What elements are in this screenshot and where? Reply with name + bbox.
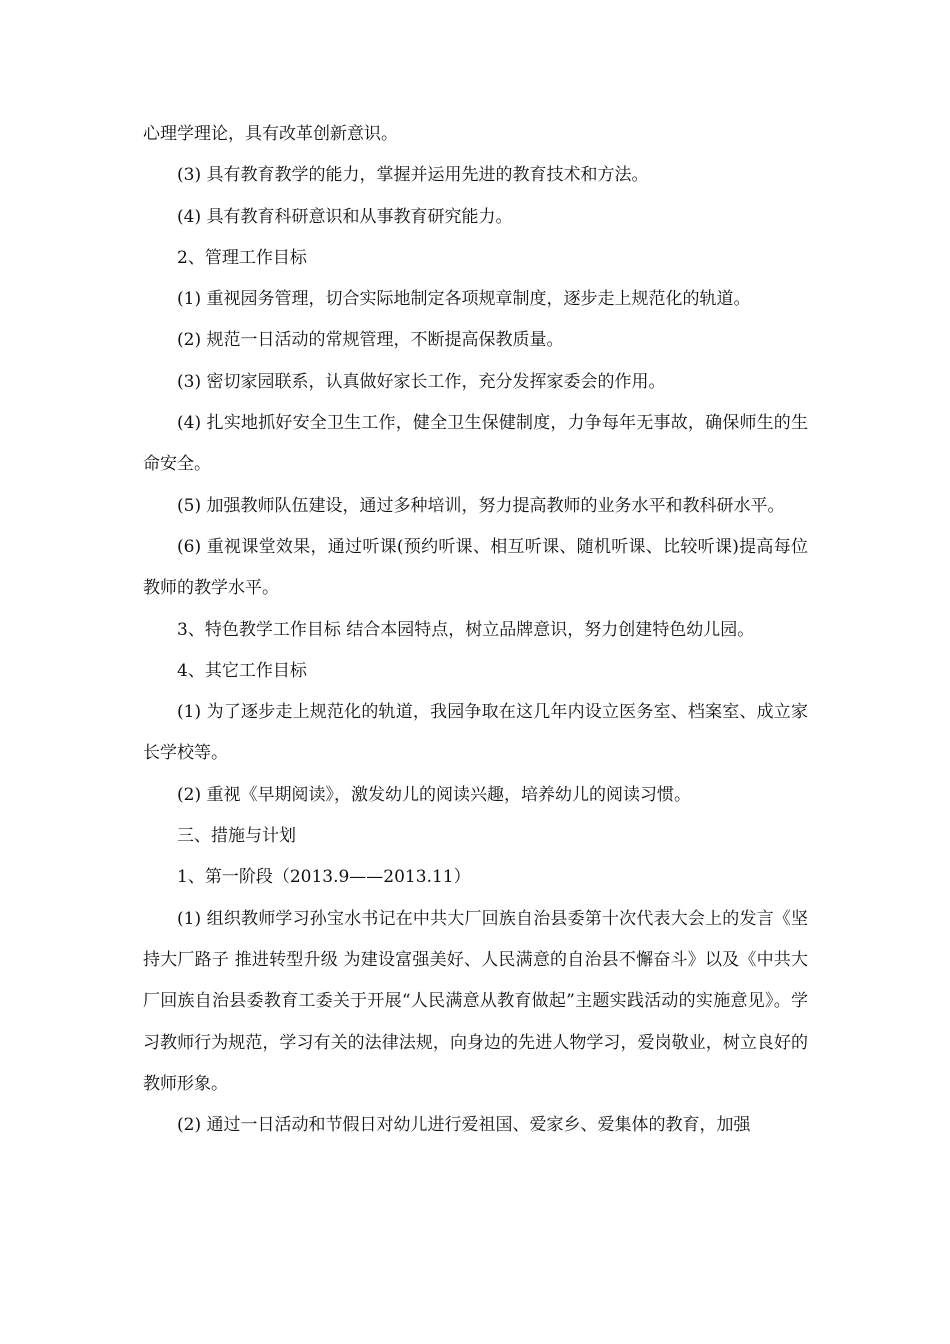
section-heading-management-goals: 2、管理工作目标	[177, 247, 307, 268]
paragraph-8: (4) 扎实地抓好安全卫生工作，健全卫生保健制度，力争每年无事故，确保师生的生命安全。	[143, 413, 808, 475]
paragraph-18: (2) 通过一日活动和节假日对幼儿进行爱祖国、爱家乡、爱集体的教育，加强	[177, 1115, 751, 1136]
paragraph-6: (2) 规范一日活动的常规管理，不断提高保教质量。	[177, 330, 564, 351]
paragraph-7: (3) 密切家园联系，认真做好家长工作，充分发挥家委会的作用。	[177, 371, 666, 392]
section-heading-measures: 三、措施与计划	[177, 826, 296, 847]
paragraph-13: (1) 为了逐步走上规范化的轨道，我园争取在这几年内设立医务室、档案室、成立家长学校等。	[143, 702, 808, 764]
paragraph-9: (5) 加强教师队伍建设，通过多种培训，努力提高教师的业务水平和教科研水平。	[177, 495, 785, 516]
section-heading-other-goals: 4、其它工作目标	[177, 660, 307, 681]
paragraph-5: (1) 重视园务管理，切合实际地制定各项规章制度，逐步走上规范化的轨道。	[177, 289, 751, 310]
paragraph-3: (4) 具有教育科研意识和从事教育研究能力。	[177, 206, 513, 227]
section-heading-stage-one: 1、第一阶段（2013.9——2013.11）	[177, 867, 471, 888]
paragraph-17: (1) 组织教师学习孙宝水书记在中共大厂回族自治县委第十次代表大会上的发言《坚持大厂路子 推进转型升级 为建设富强美好、人民满意的自治县不懈奋斗》以及《中共大厂回族自治县委教育工委关于开展“人民满意从教育做起”主题实践活动的实施意见》。学习教师行为规范，学习有关的法律法规，向身边的先进人物学习，爱岗敬业，树立良好的教师形象。	[143, 908, 808, 1094]
section-heading-featured-teaching: 3、特色教学工作目标 结合本园特点，树立品牌意识，努力创建特色幼儿园。	[177, 619, 755, 640]
document-body	[143, 114, 808, 1146]
paragraph-2: (3) 具有教育教学的能力，掌握并运用先进的教育技术和方法。	[177, 165, 649, 186]
paragraph-1: 心理学理论，具有改革创新意识。	[143, 124, 398, 144]
paragraph-10: (6) 重视课堂效果，通过听课(预约听课、相互听课、随机听课、比较听课)提高每位教师的教学水平。	[143, 536, 808, 599]
paragraph-14: (2) 重视《早期阅读》，激发幼儿的阅读兴趣，培养幼儿的阅读习惯。	[177, 784, 691, 805]
